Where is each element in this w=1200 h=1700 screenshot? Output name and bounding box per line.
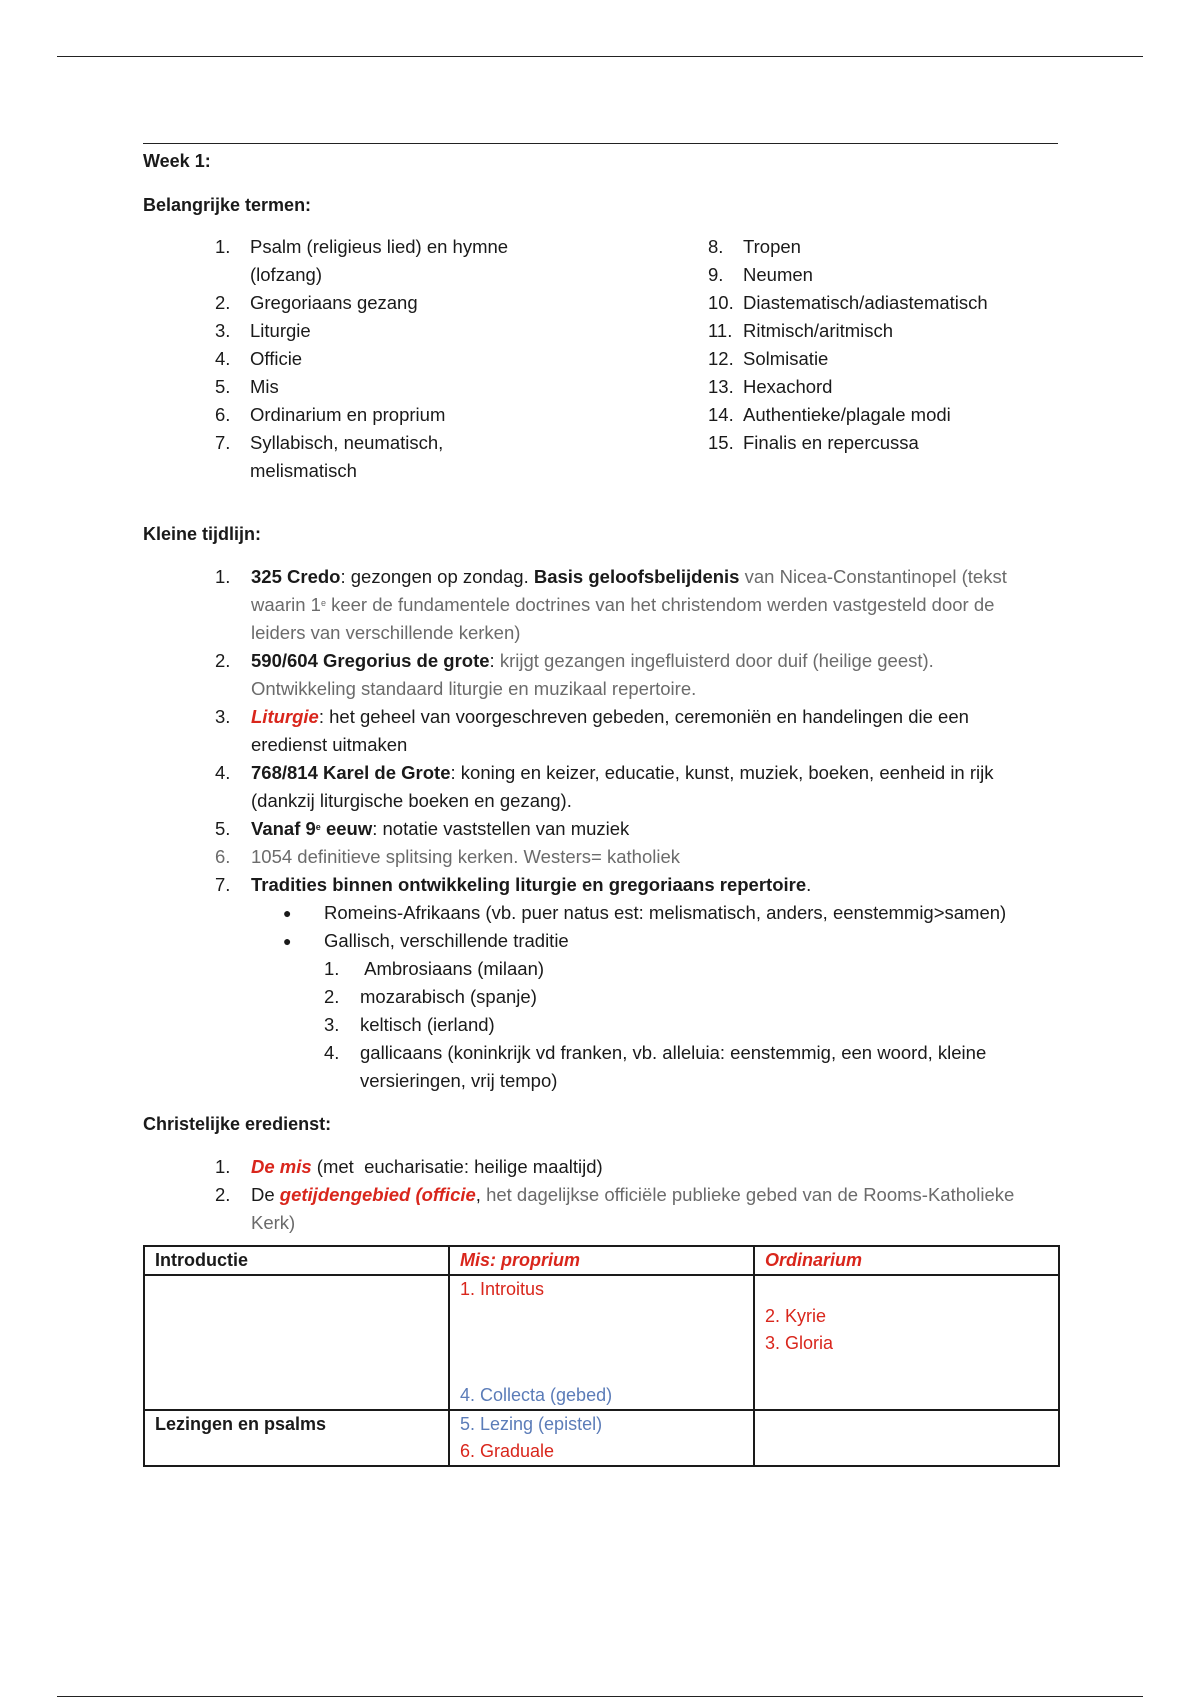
timeline-item-3: 3. Liturgie: het geheel van voorgeschreven gebeden, ceremoniën en handelingen die een eredienst uitmaken [215, 706, 969, 755]
timeline-item-7: 7. Tradities binnen ontwikkeling liturgie en gregoriaans repertoire. [215, 874, 812, 895]
table-cell-proprium [449, 1275, 754, 1410]
table-row [144, 1410, 1059, 1466]
term-item: 13. Hexachord [708, 376, 833, 397]
term-item: 10. Diastematisch/adiastematisch [708, 292, 988, 313]
worship-item-2: 2. De getijdengebied (officie, het dagelijkse officiële publieke gebed van de Rooms-Katholieke Kerk) [215, 1184, 1015, 1233]
week-heading: Week 1: [143, 151, 211, 171]
worship-list [143, 1153, 1058, 1237]
term-item: 14. Authentieke/plagale modi [708, 404, 951, 425]
timeline-item-4: 4. 768/814 Karel de Grote: koning en keizer, educatie, kunst, muziek, boeken, eenheid in rijk (dankzij liturgische boeken en gezang). [215, 762, 994, 811]
sub-list-item: 1. Ambrosiaans (milaan) [324, 958, 545, 979]
term-item: 8. Tropen [708, 236, 801, 257]
term-item: 15. Finalis en repercussa [708, 432, 919, 453]
table-header-ordinarium: Ordinarium [754, 1246, 1059, 1275]
sub-list-item: 2. mozarabisch (spanje) [324, 986, 537, 1007]
terms-heading: Belangrijke termen: [143, 195, 312, 215]
timeline-item-2: 2. 590/604 Gregorius de grote: krijgt gezangen ingefluisterd door duif (heilige geest). Ontwikkeling standaard liturgie en muzikaal repertoire. [215, 650, 934, 699]
terms-left-column [215, 233, 545, 485]
term-item: 12. Solmisatie [708, 348, 829, 369]
terms-list [143, 233, 1058, 503]
sub-list-item: 3. keltisch (ierland) [324, 1014, 495, 1035]
document-body [143, 143, 1058, 1467]
introitus-text: 1. Introitus [460, 1279, 545, 1299]
bullet-icon: ● [283, 933, 292, 949]
worship-item-1: 1. De mis (met eucharisatie: heilige maaltijd) [215, 1156, 603, 1177]
graduale-text: 6. Graduale [460, 1441, 555, 1461]
term-item: 3. Liturgie [215, 320, 311, 341]
gloria-text: 3. Gloria [765, 1333, 834, 1353]
timeline-item-1: 1. 325 Credo: gezongen op zondag. Basis geloofsbelijdenis van Nicea-Constantinopel (tekst waarin 1e keer de fundamentele doctrines van het christendom werden vastgesteld door de leiders van verschillende kerken) [215, 566, 1007, 643]
page-top-rule [57, 56, 1143, 57]
table-cell-ordinarium [754, 1275, 1059, 1410]
table-header-proprium: Mis: proprium [449, 1246, 754, 1275]
lezing-text: 5. Lezing (epistel) [460, 1414, 603, 1434]
bullet-icon: ● [283, 905, 292, 921]
term-item: 6. Ordinarium en proprium [215, 404, 446, 425]
term-item: 4. Officie [215, 348, 303, 369]
mass-structure-table [143, 1245, 1060, 1467]
term-item: 2. Gregoriaans gezang [215, 292, 418, 313]
table-cell-empty [144, 1275, 449, 1410]
section-top-rule [143, 143, 1058, 144]
kyrie-text: 2. Kyrie [765, 1306, 827, 1326]
term-item: 7. Syllabisch, neumatisch, melismatisch [215, 432, 444, 481]
bullet-item: ● Romeins-Afrikaans (vb. puer natus est: melismatisch, anders, eenstemmig>samen) [215, 899, 1058, 927]
timeline-heading: Kleine tijdlijn: [143, 524, 262, 544]
bullet-item: ● Gallisch, verschillende traditie [215, 927, 1058, 955]
table-row [144, 1275, 1059, 1410]
timeline-list [143, 563, 1058, 1095]
sub-list-item: 4. gallicaans (koninkrijk vd franken, vb. alleluia: eenstemmig, een woord, kleine versieringen, vrij tempo) [324, 1042, 987, 1091]
term-item: 11. Ritmisch/aritmisch [708, 320, 894, 341]
table-cell-empty [754, 1410, 1059, 1466]
worship-heading: Christelijke eredienst: [143, 1114, 332, 1134]
term-item: 1. Psalm (religieus lied) en hymne (lofzang) [215, 236, 509, 285]
timeline-item-5: 5. Vanaf 9e eeuw: notatie vaststellen van muziek [215, 818, 630, 839]
table-header-introductie: Introductie [144, 1246, 449, 1275]
collecta-text: 4. Collecta (gebed) [460, 1385, 613, 1405]
term-item: 9. Neumen [708, 264, 813, 285]
table-cell-lezingen: Lezingen en psalms [144, 1410, 449, 1466]
timeline-item-6: 6. 1054 definitieve splitsing kerken. Westers= katholiek [215, 846, 680, 867]
term-item: 5. Mis [215, 376, 279, 397]
table-cell-lezingen-proprium [449, 1410, 754, 1466]
table-header-row [144, 1246, 1059, 1275]
terms-right-column [708, 233, 1058, 457]
page-bottom-rule [57, 1696, 1143, 1697]
